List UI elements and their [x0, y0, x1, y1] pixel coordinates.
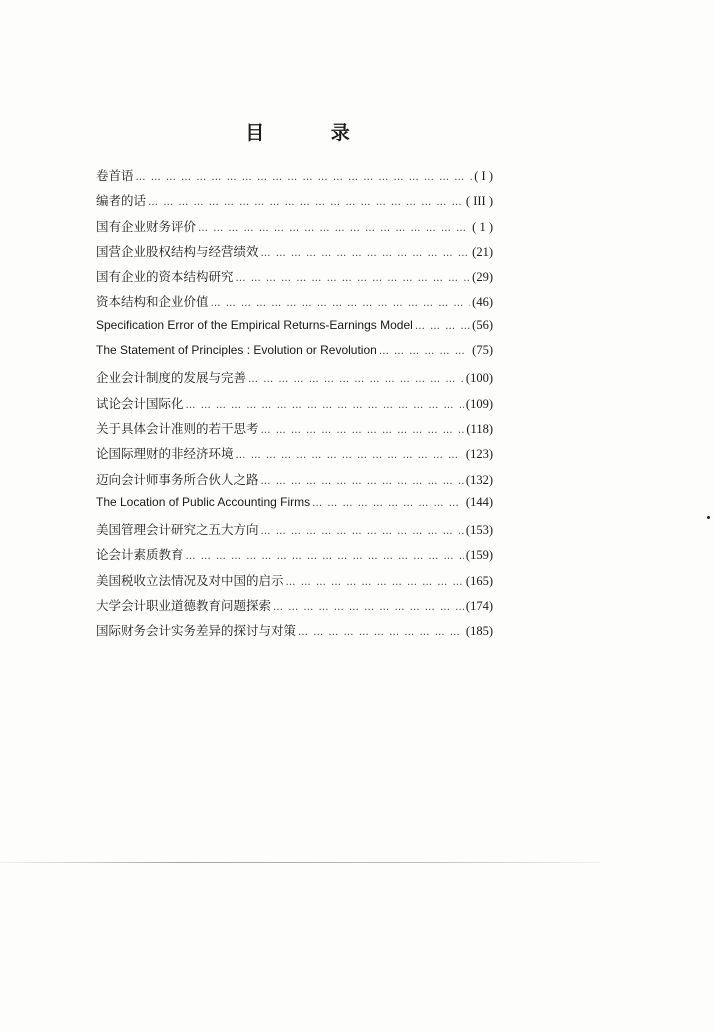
- toc-entry[interactable]: [96, 191, 493, 216]
- dot-leader: [198, 223, 470, 234]
- dot-leader: [186, 551, 464, 562]
- toc-entry-title: The Statement of Principles : Evolution or Revolution: [96, 343, 377, 358]
- toc-entry[interactable]: [96, 596, 493, 621]
- scan-speck: [707, 516, 710, 519]
- toc-entry-page-number: (185): [465, 624, 493, 639]
- toc-entry-title: 论会计素质教育: [96, 547, 184, 563]
- dot-leader: [273, 602, 464, 613]
- toc-entry[interactable]: [96, 318, 493, 343]
- dot-leader: [236, 450, 464, 461]
- toc-entry[interactable]: [96, 217, 493, 242]
- dot-leader: [261, 248, 471, 259]
- scan-artifact-line: [0, 862, 600, 863]
- toc-entry-title: 国营企业股权结构与经营绩效: [96, 243, 259, 259]
- toc-entry-title: 国有企业财务评价: [96, 218, 197, 234]
- toc-entry[interactable]: [96, 368, 493, 393]
- toc-entry-title: 编者的话: [96, 193, 147, 209]
- toc-entry[interactable]: [96, 444, 493, 469]
- toc-entry-title: 资本结构和企业价值: [96, 294, 209, 310]
- toc-entry[interactable]: [96, 343, 493, 368]
- toc-entry[interactable]: [96, 621, 493, 646]
- dot-leader: [211, 298, 471, 309]
- dot-leader: [286, 577, 464, 588]
- toc-entry-page-number: (132): [465, 472, 493, 487]
- dot-leader: [379, 346, 470, 357]
- toc-entry[interactable]: [96, 545, 493, 570]
- toc-entry-page-number: ( 1 ): [472, 219, 493, 234]
- toc-entry-page-number: (46): [472, 295, 493, 310]
- toc-entry-page-number: (29): [472, 270, 493, 285]
- dot-leader: [148, 197, 464, 208]
- toc-entry-page-number: (165): [465, 573, 493, 588]
- toc-entry-title: Specification Error of the Empirical Returns-Earnings Model: [96, 317, 413, 332]
- toc-entry-page-number: (75): [472, 343, 493, 358]
- dot-leader: [312, 498, 464, 509]
- dot-leader: [248, 374, 464, 385]
- page-title: 目 录: [245, 122, 380, 144]
- toc-entry-page-number: (153): [465, 523, 493, 538]
- toc-entry[interactable]: [96, 419, 493, 444]
- dot-leader: [136, 172, 473, 183]
- dot-leader: [415, 321, 470, 332]
- dot-leader: [298, 627, 464, 638]
- toc-entry[interactable]: [96, 571, 493, 596]
- toc-entry[interactable]: [96, 242, 493, 267]
- toc-entry-page-number: (144): [465, 494, 493, 509]
- dot-leader: [261, 526, 464, 537]
- toc-entry[interactable]: [96, 520, 493, 545]
- toc-entry-title: 企业会计制度的发展与完善: [96, 370, 247, 386]
- toc-entry-page-number: (21): [472, 244, 493, 259]
- toc-entry-page-number: ( I ): [474, 169, 493, 183]
- toc-entry-page-number: (100): [465, 371, 493, 386]
- toc-entry-title: The Location of Public Accounting Firms: [96, 494, 311, 509]
- toc-entry-title: 论国际理财的非经济环境: [96, 446, 234, 462]
- toc-entry[interactable]: [96, 470, 493, 495]
- toc-entry-page-number: (123): [465, 447, 493, 462]
- toc-entry[interactable]: [96, 394, 493, 419]
- toc-entry-title: 卷首语: [96, 168, 134, 183]
- toc-entry-page-number: (159): [465, 548, 493, 563]
- toc-entry[interactable]: [96, 495, 493, 520]
- toc-entry-title: 迈向会计师事务所合伙人之路: [96, 471, 259, 487]
- toc-entry-title: 国际财务会计实务差异的探讨与对策: [96, 623, 297, 639]
- toc-entry-page-number: ( III ): [465, 194, 493, 209]
- toc-entry-title: 美国税收立法情况及对中国的启示: [96, 572, 284, 588]
- toc-entry-page-number: (56): [472, 317, 493, 332]
- table-of-contents: [96, 166, 493, 647]
- toc-entry[interactable]: [96, 292, 493, 317]
- toc-entry-page-number: (174): [465, 599, 493, 614]
- toc-entry-title: 美国管理会计研究之五大方向: [96, 522, 259, 538]
- dot-leader: [236, 273, 471, 284]
- dot-leader: [261, 476, 464, 487]
- dot-leader: [186, 400, 464, 411]
- toc-entry-page-number: (109): [465, 396, 493, 411]
- toc-entry-title: 国有企业的资本结构研究: [96, 269, 234, 285]
- toc-entry[interactable]: [96, 166, 493, 191]
- toc-entry-title: 试论会计国际化: [96, 395, 184, 411]
- toc-entry[interactable]: [96, 267, 493, 292]
- dot-leader: [261, 425, 465, 436]
- toc-entry-page-number: (118): [466, 421, 493, 436]
- toc-entry-title: 关于具体会计准则的若干思考: [96, 420, 259, 436]
- toc-entry-title: 大学会计职业道德教育问题探索: [96, 598, 272, 614]
